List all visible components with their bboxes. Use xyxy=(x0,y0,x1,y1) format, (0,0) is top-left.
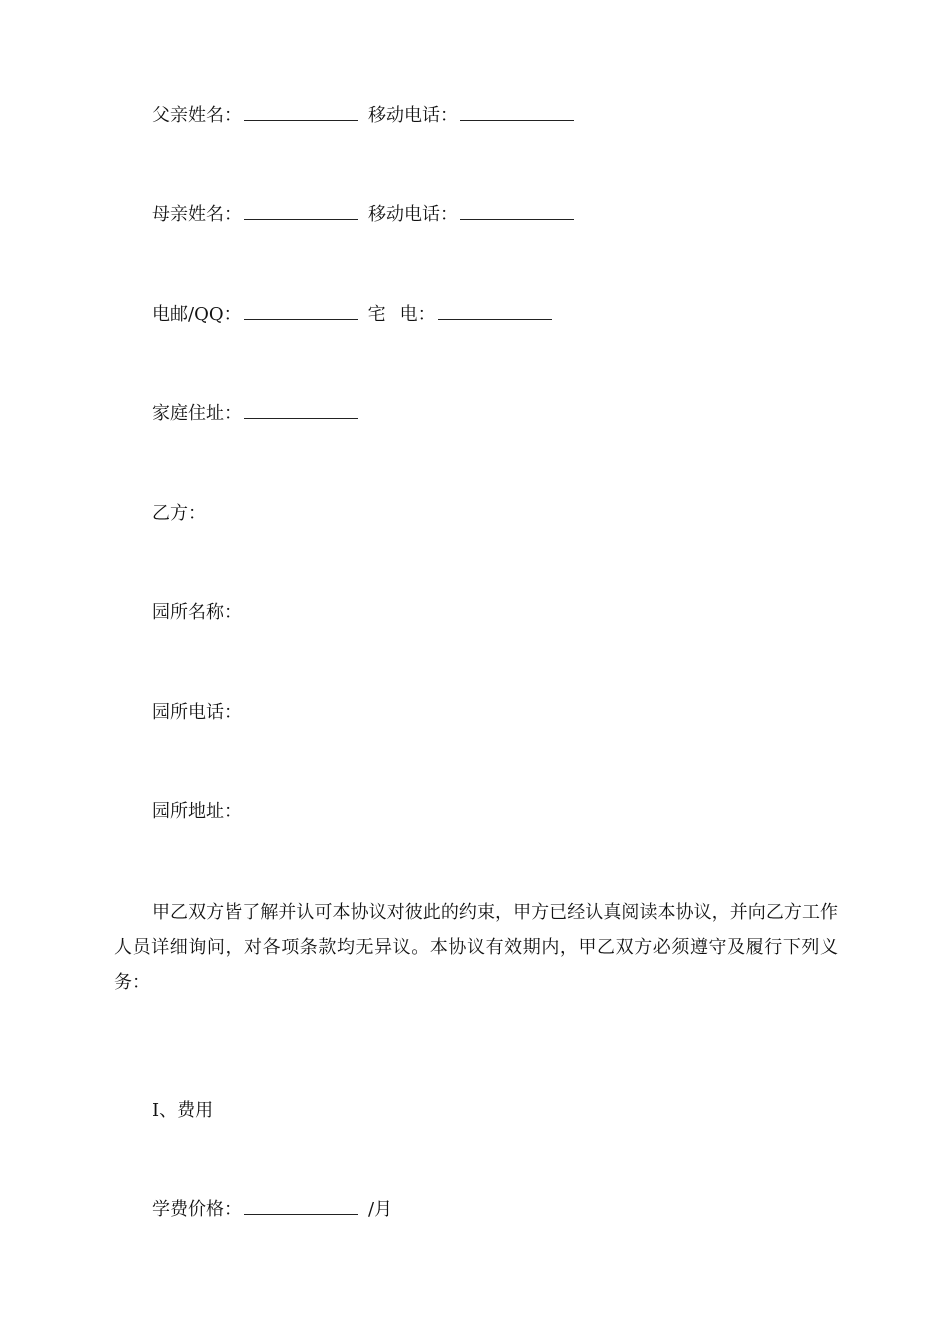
fees-heading: Ⅰ、费用 xyxy=(152,1100,214,1121)
home-phone-blank xyxy=(438,303,552,320)
party-b-heading: 乙方： xyxy=(152,503,206,524)
tuition-label: 学费价格： xyxy=(152,1199,242,1220)
kindergarten-phone-label: 园所电话： xyxy=(152,702,242,723)
home-phone-label-1: 宅 xyxy=(367,304,386,325)
email-qq-label: 电邮/QQ： xyxy=(152,304,242,325)
father-phone-blank xyxy=(460,104,574,121)
mother-name-blank xyxy=(244,203,358,220)
tuition-unit: /月 xyxy=(368,1199,393,1220)
father-phone-label: 移动电话： xyxy=(368,105,458,126)
tuition-row xyxy=(152,1198,392,1222)
agreement-paragraph: 甲乙双方皆了解并认可本协议对彼此的约束，甲方已经认真阅读本协议，并向乙方工作人员详细询问，对各项条款均无异议。本协议有效期内，甲乙双方必须遵守及履行下列义务： xyxy=(114,902,838,993)
kindergarten-name-label: 园所名称： xyxy=(152,602,242,623)
father-name-label: 父亲姓名： xyxy=(152,105,242,126)
mother-name-label: 母亲姓名： xyxy=(152,204,242,225)
contact-row xyxy=(152,303,562,327)
email-qq-blank xyxy=(244,303,358,320)
address-row xyxy=(152,402,368,426)
kindergarten-address-label: 园所地址： xyxy=(152,801,242,822)
tuition-blank xyxy=(244,1198,358,1215)
mother-phone-blank xyxy=(460,203,574,220)
mother-row xyxy=(152,203,584,227)
home-address-blank xyxy=(244,402,358,419)
father-row xyxy=(152,104,584,128)
home-address-label: 家庭住址： xyxy=(152,403,242,424)
home-phone-label-2: 电： xyxy=(399,304,436,325)
father-name-blank xyxy=(244,104,358,121)
mother-phone-label: 移动电话： xyxy=(368,204,458,225)
